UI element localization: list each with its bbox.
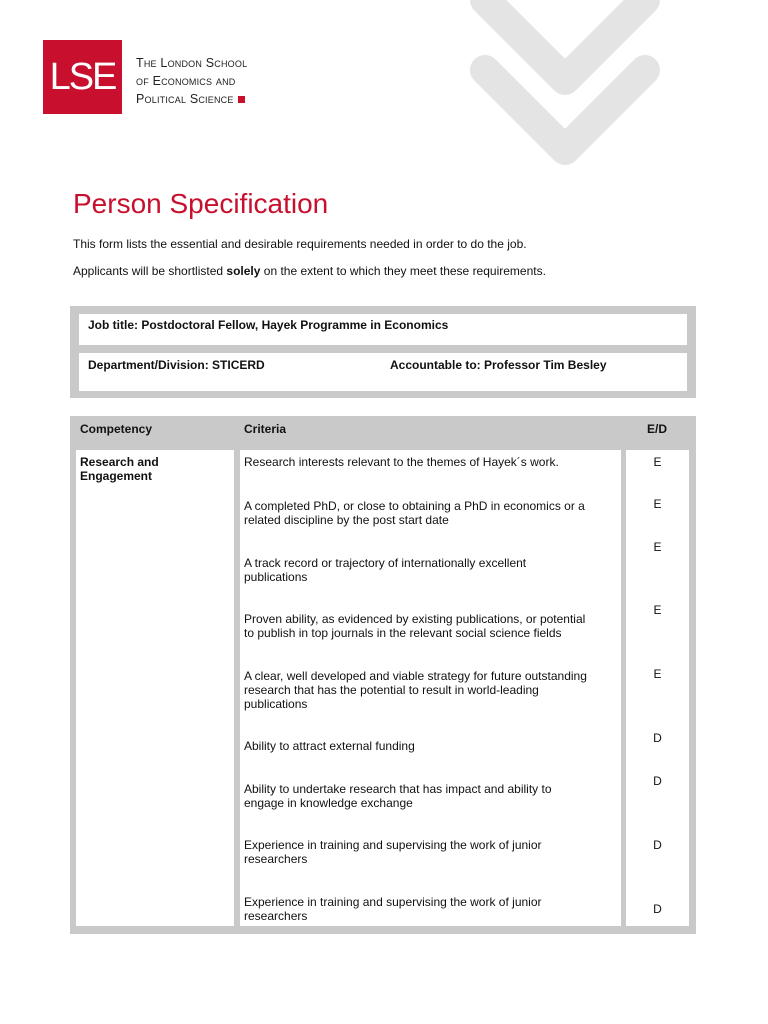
criterion-7-line-1: Ability to undertake research that has impact and ability to xyxy=(244,782,552,796)
department-row xyxy=(79,353,687,391)
criterion-3-line-2: publications xyxy=(244,570,308,584)
ed-value-1: E xyxy=(653,455,662,469)
criterion-2-line-1: A completed PhD, or close to obtaining a PhD in economics or a xyxy=(244,499,585,513)
intro-line-2-bold: solely xyxy=(226,264,261,278)
criterion-6-line-1: Ability to attract external funding xyxy=(244,739,415,753)
criterion-5-line-1: A clear, well developed and viable strategy for future outstanding xyxy=(244,669,587,683)
ed-value-6: D xyxy=(653,731,662,745)
ed-value-9: D xyxy=(653,902,662,916)
criterion-2 xyxy=(244,499,616,527)
competency-label xyxy=(80,455,159,483)
criteria-cell xyxy=(240,450,621,926)
header-ed: E/D xyxy=(647,422,668,436)
criterion-4-line-2: to publish in top journals in the relevant social science fields xyxy=(244,626,562,640)
job-info-panel xyxy=(70,306,696,398)
criterion-8-line-1: Experience in training and supervising the work of junior xyxy=(244,838,542,852)
header-criteria: Criteria xyxy=(244,422,287,436)
ed-value-2: E xyxy=(653,497,662,511)
ed-value-3: E xyxy=(653,540,662,554)
intro-line-2-before: Applicants will be shortlisted xyxy=(73,264,227,278)
criterion-7 xyxy=(244,782,616,810)
logo-mark: LSE xyxy=(49,55,116,98)
criterion-3-line-1: A track record or trajectory of internationally excellent xyxy=(244,556,527,570)
criterion-4 xyxy=(244,612,616,640)
accountable-to: Accountable to: Professor Tim Besley xyxy=(390,358,607,372)
ed-value-8: D xyxy=(653,838,662,852)
logo-line-1: The London School xyxy=(136,56,248,70)
ed-cell xyxy=(626,450,689,926)
intro-line-2 xyxy=(73,264,546,278)
criterion-1 xyxy=(244,455,616,469)
page-title: Person Specification xyxy=(73,188,329,219)
criterion-5 xyxy=(244,669,616,711)
job-title: Job title: Postdoctoral Fellow, Hayek Programme in Economics xyxy=(88,318,449,332)
competency-line-2: Engagement xyxy=(80,469,153,483)
criterion-4-line-1: Proven ability, as evidenced by existing publications, or potential xyxy=(244,612,586,626)
criterion-5-line-3: publications xyxy=(244,697,308,711)
criterion-3 xyxy=(244,556,616,584)
lse-logo xyxy=(43,40,122,114)
logo-line-2: of Economics and xyxy=(136,74,236,88)
criterion-9-line-2: researchers xyxy=(244,909,308,923)
department: Department/Division: STICERD xyxy=(88,358,265,372)
logo-line-3: Political Science xyxy=(136,92,234,106)
intro-line-1: This form lists the essential and desirable requirements needed in order to do the job. xyxy=(73,237,527,251)
criterion-5-line-2: research that has the potential to result in world-leading xyxy=(244,683,539,697)
criterion-7-line-2: engage in knowledge exchange xyxy=(244,796,413,810)
logo-text xyxy=(136,54,247,108)
competency-cell xyxy=(76,450,234,926)
ed-value-7: D xyxy=(653,774,662,788)
ed-value-4: E xyxy=(653,603,662,617)
job-title-row xyxy=(79,314,687,345)
logo-square-icon xyxy=(238,96,245,103)
criterion-2-line-2: related discipline by the post start date xyxy=(244,513,449,527)
criterion-8-line-2: researchers xyxy=(244,852,308,866)
header-competency: Competency xyxy=(80,422,153,436)
competency-table xyxy=(70,416,696,934)
chevron-watermark-icon xyxy=(440,0,690,175)
criterion-8 xyxy=(244,838,616,866)
intro-line-2-after: on the extent to which they meet these requirements. xyxy=(260,264,546,278)
ed-value-5: E xyxy=(653,667,662,681)
criterion-9 xyxy=(244,895,616,923)
competency-line-1: Research and xyxy=(80,455,159,469)
criterion-6 xyxy=(244,739,616,753)
criterion-1-line-1: Research interests relevant to the themes of Hayek´s work. xyxy=(244,455,559,469)
criterion-9-line-1: Experience in training and supervising the work of junior xyxy=(244,895,542,909)
